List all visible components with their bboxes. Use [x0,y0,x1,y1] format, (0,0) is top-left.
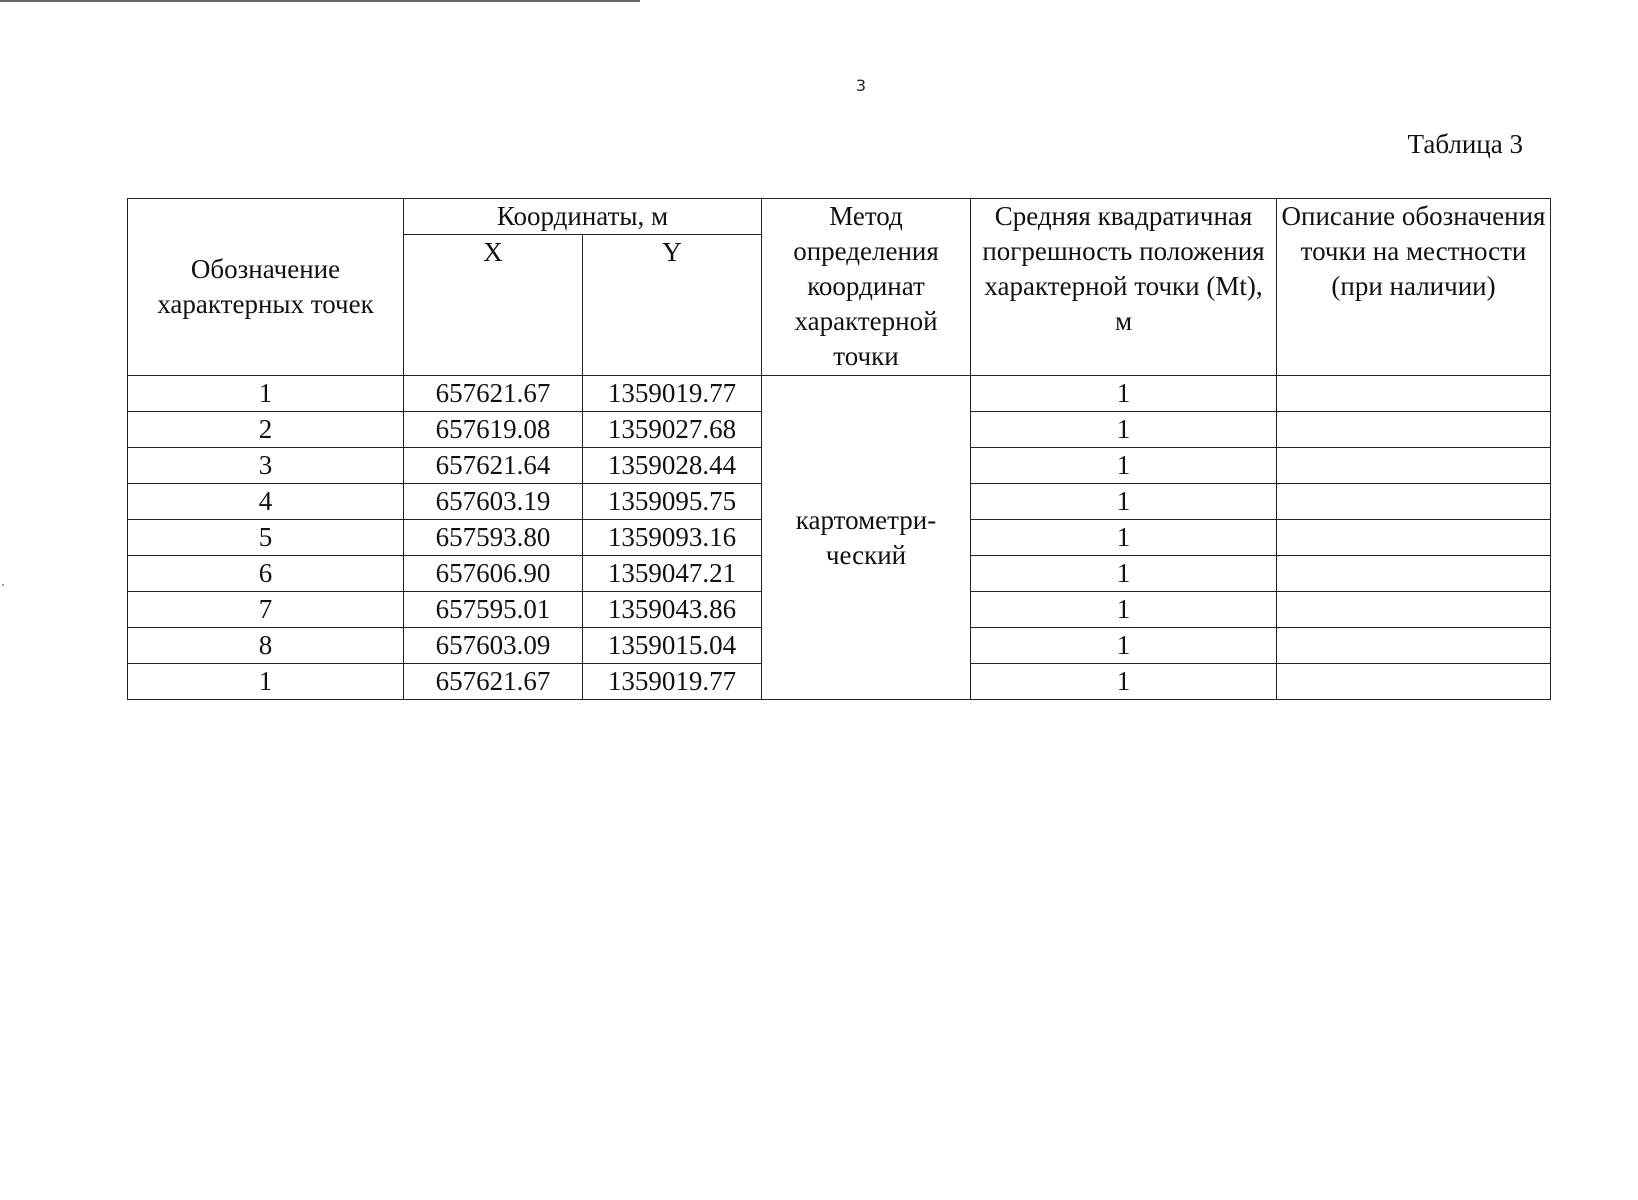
cell-y: 1359019.77 [583,376,762,412]
cell-description [1277,412,1551,448]
cell-mt: 1 [971,664,1277,700]
cell-point: 8 [128,628,404,664]
cell-mt: 1 [971,448,1277,484]
cell-mt: 1 [971,412,1277,448]
header-accuracy: Средняя квадратичная погрешность положения характерной точки (Mt), м [971,199,1277,376]
cell-y: 1359093.16 [583,520,762,556]
header-description: Описание обозначения точки на местности (при наличии) [1277,199,1551,376]
cell-x: 657619.08 [404,412,583,448]
header-row-1 [128,199,1551,235]
cell-x: 657595.01 [404,592,583,628]
header-x: X [404,235,583,376]
cell-y: 1359015.04 [583,628,762,664]
header-designation: Обозначение характерных точек [128,199,404,376]
cell-description [1277,628,1551,664]
cell-mt: 1 [971,376,1277,412]
cell-point: 6 [128,556,404,592]
cell-mt: 1 [971,520,1277,556]
cell-x: 657621.67 [404,376,583,412]
cell-description [1277,448,1551,484]
cell-description [1277,376,1551,412]
cell-x: 657606.90 [404,556,583,592]
cell-y: 1359019.77 [583,664,762,700]
cell-y: 1359028.44 [583,448,762,484]
cell-point: 4 [128,484,404,520]
cell-y: 1359027.68 [583,412,762,448]
cell-y: 1359095.75 [583,484,762,520]
cell-point: 7 [128,592,404,628]
cell-x: 657593.80 [404,520,583,556]
cell-x: 657621.67 [404,664,583,700]
cell-description [1277,592,1551,628]
cell-mt: 1 [971,484,1277,520]
cell-x: 657603.19 [404,484,583,520]
cell-x: 657621.64 [404,448,583,484]
scan-speck [2,584,4,586]
header-method: Метод определения координат характерной точки [762,199,971,376]
cell-point: 1 [128,664,404,700]
cell-method: картометри- ческий [762,376,971,700]
cell-description [1277,556,1551,592]
cell-mt: 1 [971,556,1277,592]
cell-y: 1359043.86 [583,592,762,628]
cell-description [1277,520,1551,556]
table-row [128,376,1551,412]
cell-point: 3 [128,448,404,484]
cell-mt: 1 [971,628,1277,664]
cell-x: 657603.09 [404,628,583,664]
scan-edge-rule [0,0,640,2]
header-coordinates: Координаты, м [404,199,762,235]
cell-mt: 1 [971,592,1277,628]
cell-y: 1359047.21 [583,556,762,592]
coordinates-table [127,198,1551,700]
header-y: Y [583,235,762,376]
page-number: 3 [855,76,867,95]
table-caption: Таблица 3 [1407,129,1523,159]
cell-point: 1 [128,376,404,412]
cell-description [1277,484,1551,520]
cell-point: 5 [128,520,404,556]
cell-description [1277,664,1551,700]
cell-point: 2 [128,412,404,448]
